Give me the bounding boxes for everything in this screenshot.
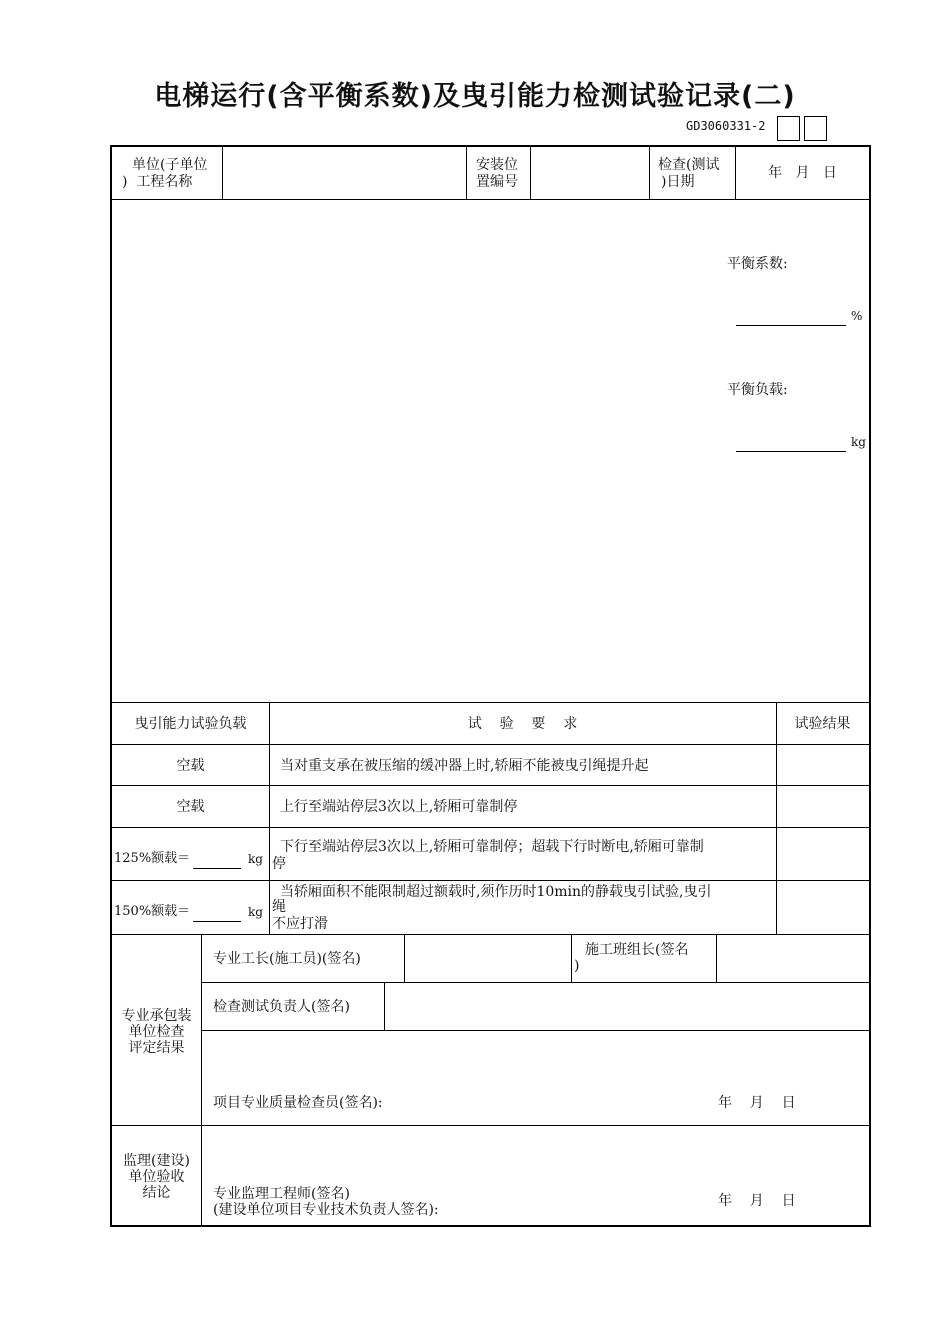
table-row-result-field[interactable] [777,881,868,933]
load-150-field[interactable] [193,921,241,922]
supervision-section-label: 监理(建设) [123,1153,190,1169]
code-box-1[interactable] [777,116,800,141]
balance-load-unit: kg [851,435,866,449]
balance-coefficient-label: 平衡系数: [727,256,788,272]
team-leader-signature-field[interactable] [717,935,868,981]
code-box-2[interactable] [804,116,827,141]
check-date-label: 检查(测试 [658,157,720,173]
supervision-date[interactable]: 年 月 日 [718,1193,796,1209]
install-position-label-cont: 置编号 [476,174,518,190]
load-125-field[interactable] [193,868,241,869]
form-code: GD3060331-2 [686,119,766,133]
supervision-engineer-label-cont: (建设单位项目专业技术负责人签名): [213,1202,439,1218]
record-form [110,145,871,1227]
balance-coefficient-unit: % [851,309,863,323]
inspection-date[interactable]: 年 月 日 [718,1095,796,1111]
col-header-result: 试验结果 [794,716,851,732]
unit-name-field[interactable] [223,148,465,198]
tester-signature-field[interactable] [385,983,868,1029]
team-leader-signature-label: 施工班组长(签名 [585,942,689,958]
header-divider [112,199,869,200]
table-row-result-field[interactable] [777,745,868,784]
table-row-load: 150%额载＝ [114,904,191,919]
install-position-label: 安装位 [476,157,518,173]
contractor-section-label-cont: 单位检查 [128,1024,185,1040]
table-row-requirement: 下行至端站停层3次以上,轿厢可靠制停；超载下行时断电,轿厢可靠制 [280,839,704,855]
supervision-section-label-cont: 结论 [142,1185,171,1201]
table-row-unit: kg [248,852,263,866]
col-header-requirement: 试 验 要 求 [467,716,578,732]
table-row-requirement-cont: 绳 [272,899,286,915]
check-date-label-cont: )日期 [661,174,695,190]
table-row-requirement: 当对重支承在被压缩的缓冲器上时,轿厢不能被曳引绳提升起 [280,758,649,774]
install-position-field[interactable] [531,148,648,198]
foreman-signature-field[interactable] [405,935,570,981]
supervision-section-label-cont: 单位验收 [128,1169,185,1185]
contractor-section-label: 专业承包装 [121,1008,192,1024]
table-row-load: 空载 [176,758,205,774]
balance-coefficient-field[interactable] [736,325,846,326]
team-leader-signature-label-cont: ) [574,958,580,974]
table-row-requirement: 当轿厢面积不能限制超过额载时,须作历时10min的静载曳引试验,曳引 [280,884,712,900]
balance-load-label: 平衡负载: [727,382,788,398]
table-row-load: 空载 [176,799,205,815]
supervision-engineer-label: 专业监理工程师(签名) [213,1186,350,1202]
col-header-load: 曳引能力试验负载 [134,716,247,732]
contractor-section-label-cont: 评定结果 [128,1040,185,1056]
table-row-requirement: 上行至端站停层3次以上,轿厢可靠制停 [280,799,518,815]
check-date-value[interactable]: 年 月 日 [768,165,837,181]
table-row-load: 125%额载＝ [114,851,191,866]
page-title: 电梯运行(含平衡系数)及曳引能力检测试验记录(二) [154,81,796,112]
table-row-requirement-cont: 不应打滑 [272,916,328,932]
quality-inspector-label: 项目专业质量检查员(签名): [213,1095,383,1111]
unit-name-label: 单位(子单位 [132,157,208,173]
foreman-signature-label: 专业工长(施工员)(签名) [213,951,361,967]
unit-name-label-cont: ) 工程名称 [122,174,193,190]
table-row-requirement-cont: 停 [272,856,286,872]
balance-load-field[interactable] [736,451,846,452]
table-row-result-field[interactable] [777,828,868,879]
table-row-result-field[interactable] [777,786,868,826]
table-row-unit: kg [248,905,263,919]
tester-signature-label: 检查测试负责人(签名) [213,999,350,1015]
